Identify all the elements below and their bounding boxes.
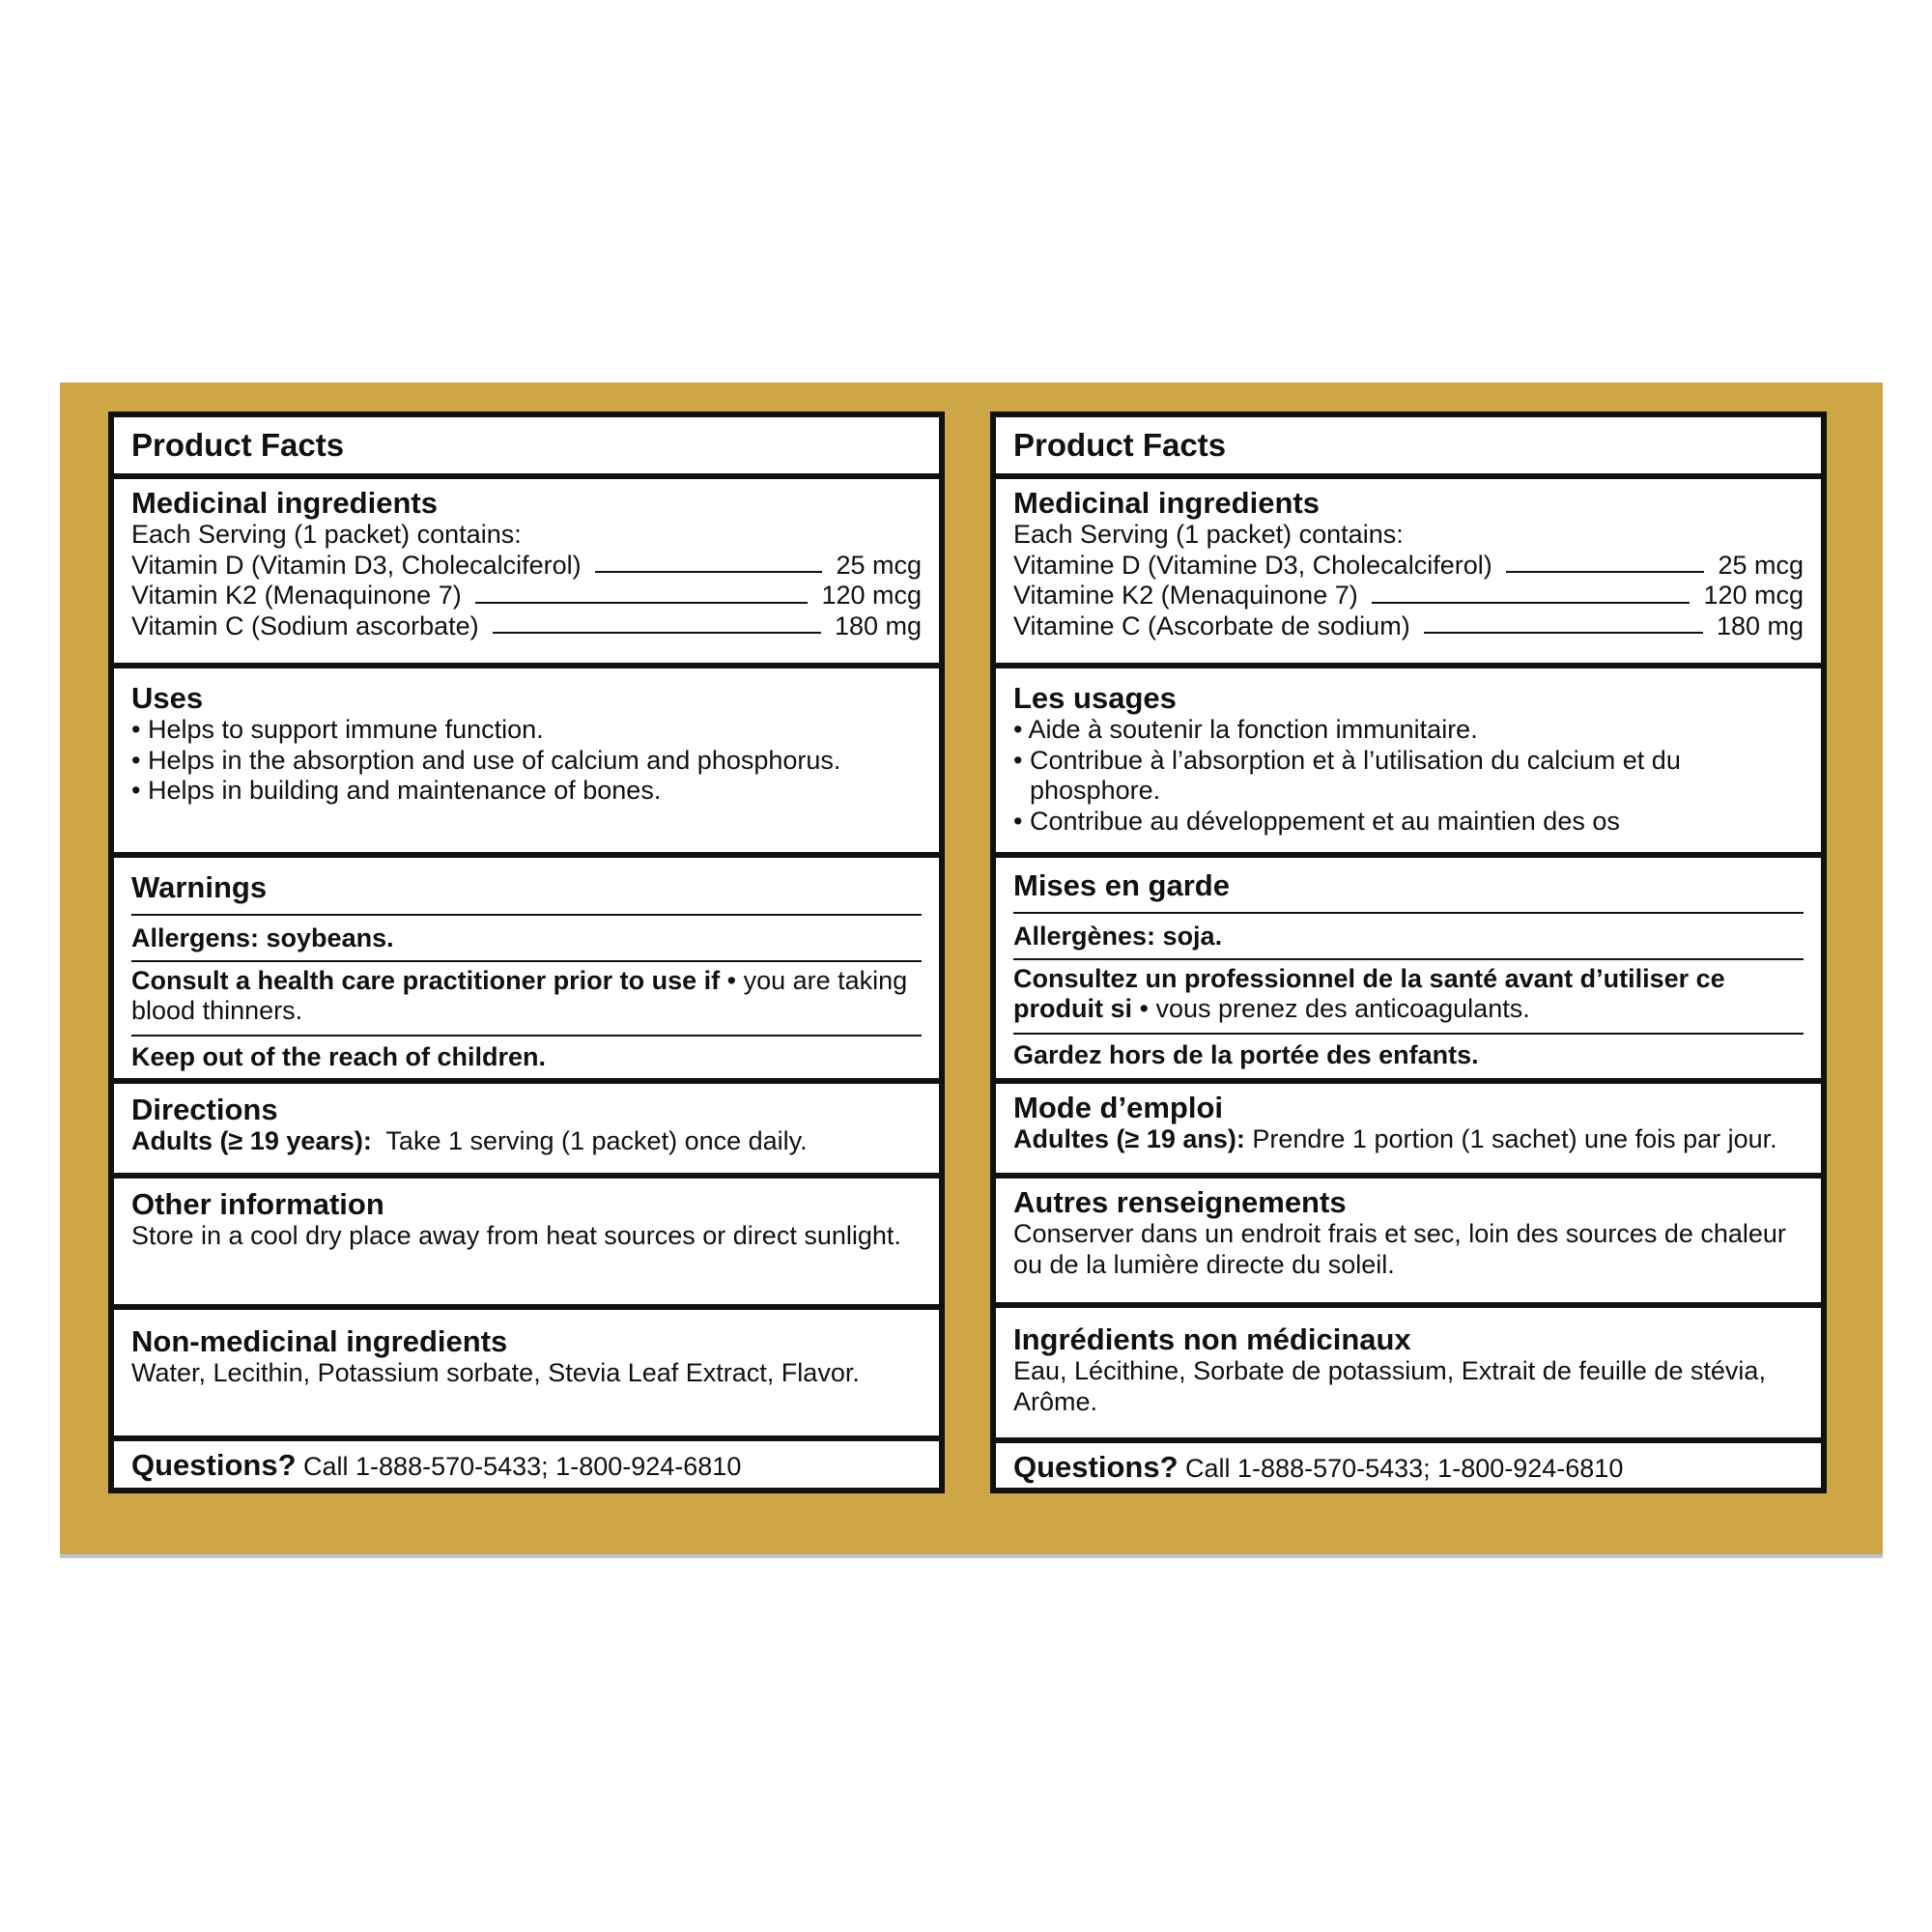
questions-section (114, 1435, 939, 1488)
other-information-section (996, 1173, 1821, 1302)
warnings-section (114, 852, 939, 1078)
uses-section (114, 663, 939, 852)
use-item: • Helps in building and maintenance of bones. (131, 776, 662, 805)
questions-section (996, 1437, 1821, 1488)
product-facts-panel-fr (990, 412, 1827, 1493)
ingredient-row (1013, 551, 1804, 582)
section-heading: Medicinal ingredients (131, 486, 438, 520)
serving-intro: Each Serving (1 packet) contains: (131, 520, 522, 549)
questions-text (1013, 1451, 1804, 1485)
leader-line (1424, 632, 1703, 634)
ingredient-row (1013, 581, 1804, 611)
section-heading: Warnings (131, 870, 268, 904)
leader-line (1372, 602, 1690, 604)
ingredient-name: Vitamin C (Sodium ascorbate) (131, 611, 479, 640)
leader-line (475, 602, 809, 604)
ingredient-name: Vitamin K2 (Menaquinone 7) (131, 581, 462, 610)
ingredient-name: Vitamine D (Vitamine D3, Cholecalciferol) (1013, 550, 1492, 580)
facts-title-section (996, 417, 1821, 473)
non-medicinal-text: Water, Lecithin, Potassium sorbate, Stevia Leaf Extract, Flavor. (131, 1358, 860, 1387)
facts-title-section (114, 417, 939, 473)
leader-line (1506, 571, 1705, 573)
ingredient-amount: 25 mcg (836, 550, 922, 580)
directions-text (131, 1126, 922, 1157)
directions-bold: Adultes (≥ 19 ans): (1013, 1124, 1245, 1153)
directions-rest: Prendre 1 portion (1 sachet) une fois par jour. (1244, 1124, 1777, 1153)
section-heading: Ingrédients non médicinaux (1013, 1322, 1411, 1356)
keep-out-text: Gardez hors de la portée des enfants. (1013, 1039, 1479, 1069)
ingredient-row (131, 551, 922, 582)
label-bottom-edge (60, 1554, 1883, 1558)
questions-phone: Call 1-888-570-5433; 1-800-924-6810 (296, 1452, 742, 1481)
medicinal-ingredients-section (996, 473, 1821, 663)
ingredient-name: Vitamine C (Ascorbate de sodium) (1013, 611, 1410, 640)
other-information-section (114, 1173, 939, 1304)
facts-title: Product Facts (131, 427, 345, 463)
consult-warning-bold: Consult a health care practitioner prior to use if (131, 965, 721, 995)
directions-section (996, 1078, 1821, 1173)
use-item: • Helps in the absorption and use of calcium and phosphorus. (131, 745, 841, 775)
allergens-text: Allergènes: soja. (1013, 922, 1223, 951)
ingredient-row (131, 611, 922, 642)
other-information-text: Conserver dans un endroit frais et sec, loin des sources de chaleur ou de la lumière directe du soleil. (1013, 1219, 1786, 1279)
non-medicinal-text: Eau, Lécithine, Sorbate de potassium, Extrait de feuille de stévia, Arôme. (1013, 1356, 1766, 1416)
ingredient-row (131, 581, 922, 611)
directions-bold: Adults (≥ 19 years): (131, 1126, 372, 1155)
directions-text (1013, 1124, 1804, 1155)
use-item: • Contribue au développement et au maintien des os (1013, 806, 1620, 836)
section-heading: Medicinal ingredients (1013, 486, 1320, 520)
section-heading: Directions (131, 1093, 278, 1126)
non-medicinal-section (996, 1302, 1821, 1437)
serving-intro: Each Serving (1 packet) contains: (1013, 520, 1404, 549)
questions-bold: Questions? (1013, 1450, 1179, 1484)
ingredient-amount: 25 mcg (1718, 550, 1804, 580)
section-heading: Other information (131, 1187, 384, 1221)
product-facts-panel-en (108, 412, 945, 1493)
ingredient-amount: 180 mg (834, 611, 922, 640)
uses-section (996, 663, 1821, 852)
section-heading: Non-medicinal ingredients (131, 1324, 508, 1358)
leader-line (493, 632, 821, 634)
use-item: • Helps to support immune function. (131, 715, 544, 744)
warnings-section (996, 852, 1821, 1078)
questions-bold: Questions? (131, 1448, 297, 1482)
leader-line (595, 571, 823, 573)
allergens-text: Allergens: soybeans. (131, 923, 394, 952)
directions-section (114, 1078, 939, 1173)
ingredient-amount: 120 mcg (821, 581, 922, 610)
facts-title: Product Facts (1013, 427, 1227, 463)
section-heading: Mode d’emploi (1013, 1091, 1223, 1124)
non-medicinal-section (114, 1304, 939, 1435)
ingredient-row (1013, 611, 1804, 642)
section-heading: Autres renseignements (1013, 1185, 1347, 1219)
questions-phone: Call 1-888-570-5433; 1-800-924-6810 (1178, 1454, 1624, 1483)
ingredient-name: Vitamin D (Vitamin D3, Cholecalciferol) (131, 550, 582, 580)
use-item: • Contribue à l’absorption et à l’utilisation du calcium et du phosphore. (1013, 745, 1681, 805)
directions-rest: Take 1 serving (1 packet) once daily. (371, 1126, 808, 1155)
ingredient-amount: 180 mg (1716, 611, 1804, 640)
consult-warning-rest: • you are taking blood thinners. (131, 965, 908, 1025)
section-heading: Uses (131, 681, 204, 715)
questions-text (131, 1449, 922, 1483)
section-heading: Les usages (1013, 681, 1177, 715)
section-heading: Mises en garde (1013, 868, 1230, 902)
consult-warning-bold: Consultez un professionnel de la santé avant d’utiliser ce produit si (1013, 963, 1725, 1023)
consult-warning (1013, 960, 1804, 1033)
keep-out-text: Keep out of the reach of children. (131, 1041, 547, 1071)
consult-warning (131, 962, 922, 1035)
consult-warning-rest: • vous prenez des anticoagulants. (1132, 994, 1530, 1023)
ingredient-name: Vitamine K2 (Menaquinone 7) (1013, 581, 1358, 610)
medicinal-ingredients-section (114, 473, 939, 663)
other-information-text: Store in a cool dry place away from heat sources or direct sunlight. (131, 1221, 901, 1250)
use-item: • Aide à soutenir la fonction immunitaire. (1013, 715, 1478, 744)
ingredient-amount: 120 mcg (1703, 581, 1804, 610)
